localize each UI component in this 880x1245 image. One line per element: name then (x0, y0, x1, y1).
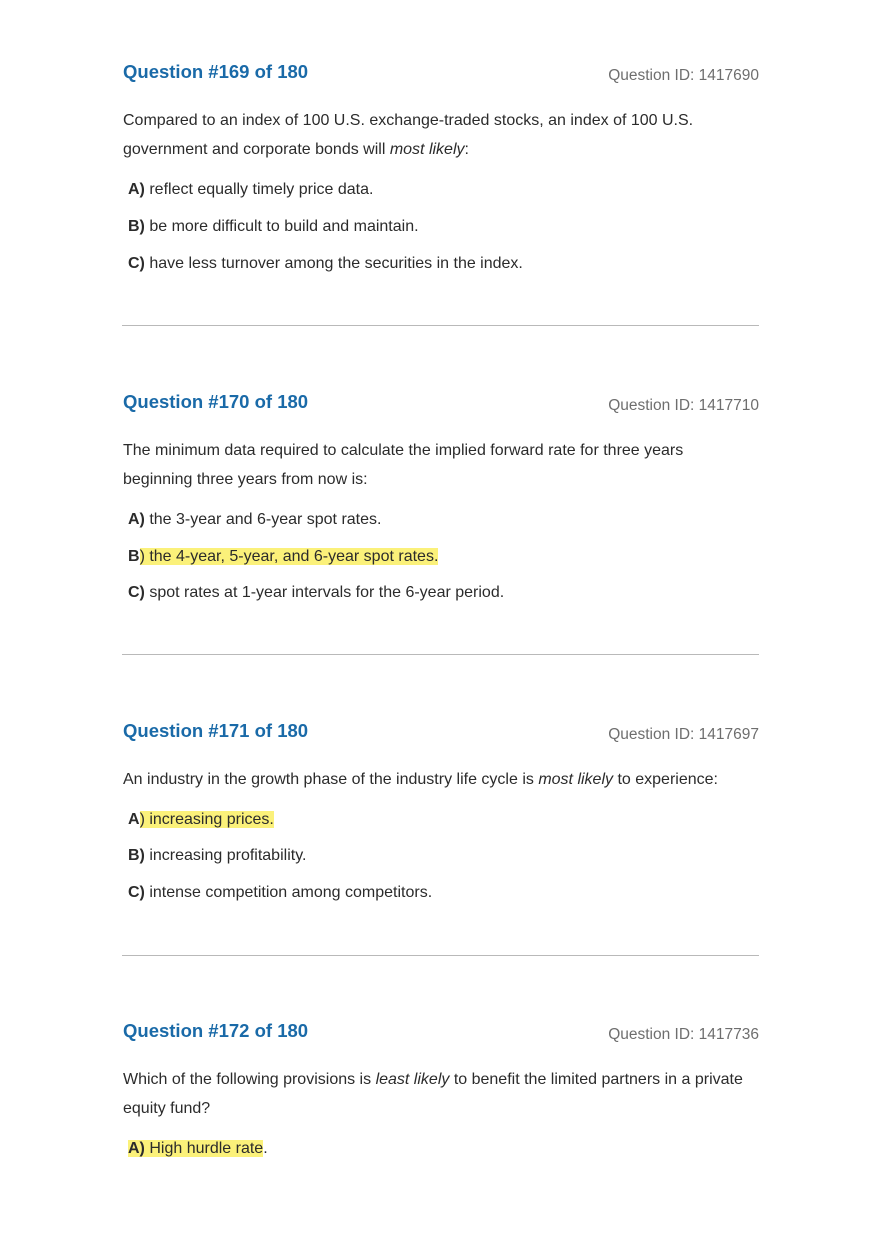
question-id: Question ID: 1417710 (608, 397, 759, 414)
question-title: Question #172 of 180 (123, 1020, 309, 1041)
option-text-highlighted: ) increasing prices. (139, 811, 274, 828)
question-title: Question #170 of 180 (123, 391, 309, 412)
question-title: Question #169 of 180 (123, 61, 309, 82)
option-letter: C) (128, 584, 145, 601)
option-letter: A) (128, 511, 145, 528)
option-text: be more difficult to build and maintain. (144, 218, 419, 235)
stem-text-end: to benefit the limited partners in a private equity fund? (123, 1071, 743, 1117)
option-b[interactable] (128, 217, 759, 237)
option-letter: A) (128, 181, 145, 198)
question-stem (123, 106, 743, 164)
option-a[interactable] (128, 1139, 759, 1159)
question-header (123, 720, 759, 746)
question-id: Question ID: 1417690 (608, 67, 759, 84)
stem-text: An industry in the growth phase of the industry life cycle is (123, 771, 539, 788)
question-172 (123, 1020, 759, 1159)
option-trail: . (263, 1140, 268, 1157)
question-stem (123, 1065, 743, 1123)
option-c[interactable] (128, 583, 759, 603)
divider (122, 325, 759, 326)
stem-emphasis: least likely (375, 1071, 450, 1088)
option-letter: C) (128, 884, 145, 901)
stem-text-end: : (464, 141, 469, 158)
option-letter: A (128, 811, 140, 828)
option-letter: B (128, 548, 140, 565)
option-a[interactable] (128, 510, 759, 530)
option-b[interactable] (128, 846, 759, 866)
question-169 (123, 61, 759, 274)
option-letter: B) (128, 218, 145, 235)
question-header (123, 1020, 759, 1046)
option-letter: A) (128, 1140, 145, 1157)
option-text: High hurdle rate (144, 1140, 264, 1157)
stem-text-end: to experience: (613, 771, 718, 788)
question-header (123, 391, 759, 417)
question-170 (123, 391, 759, 603)
stem-text: Compared to an index of 100 U.S. exchange-traded stocks, an index of 100 U.S. government and corporate bonds will (123, 112, 694, 158)
stem-text: The minimum data required to calculate the implied forward rate for three years beginning three years from now is: (123, 442, 684, 488)
option-c[interactable] (128, 254, 759, 274)
option-letter: C) (128, 255, 145, 272)
option-text: reflect equally timely price data. (144, 181, 374, 198)
stem-text: Which of the following provisions is (123, 1071, 376, 1088)
option-text: intense competition among competitors. (144, 884, 433, 901)
question-id: Question ID: 1417697 (608, 726, 759, 743)
question-stem (123, 765, 763, 794)
option-text: spot rates at 1-year intervals for the 6-year period. (144, 584, 505, 601)
option-b[interactable] (128, 547, 759, 567)
option-letter: B) (128, 847, 145, 864)
stem-emphasis: most likely (538, 771, 614, 788)
question-stem (123, 436, 743, 494)
question-171 (123, 720, 759, 903)
option-text-highlighted: ) the 4-year, 5-year, and 6-year spot rates. (139, 548, 439, 565)
question-id: Question ID: 1417736 (608, 1026, 759, 1043)
question-header (123, 61, 759, 87)
question-title: Question #171 of 180 (123, 720, 309, 741)
stem-emphasis: most likely (389, 141, 465, 158)
option-text: the 3-year and 6-year spot rates. (144, 511, 382, 528)
option-text: have less turnover among the securities in the index. (144, 255, 523, 272)
option-highlighted (128, 1140, 263, 1157)
option-a[interactable] (128, 180, 759, 200)
option-c[interactable] (128, 883, 759, 903)
divider (122, 955, 759, 956)
option-a[interactable] (128, 810, 759, 830)
divider (122, 654, 759, 655)
option-text: increasing profitability. (144, 847, 307, 864)
